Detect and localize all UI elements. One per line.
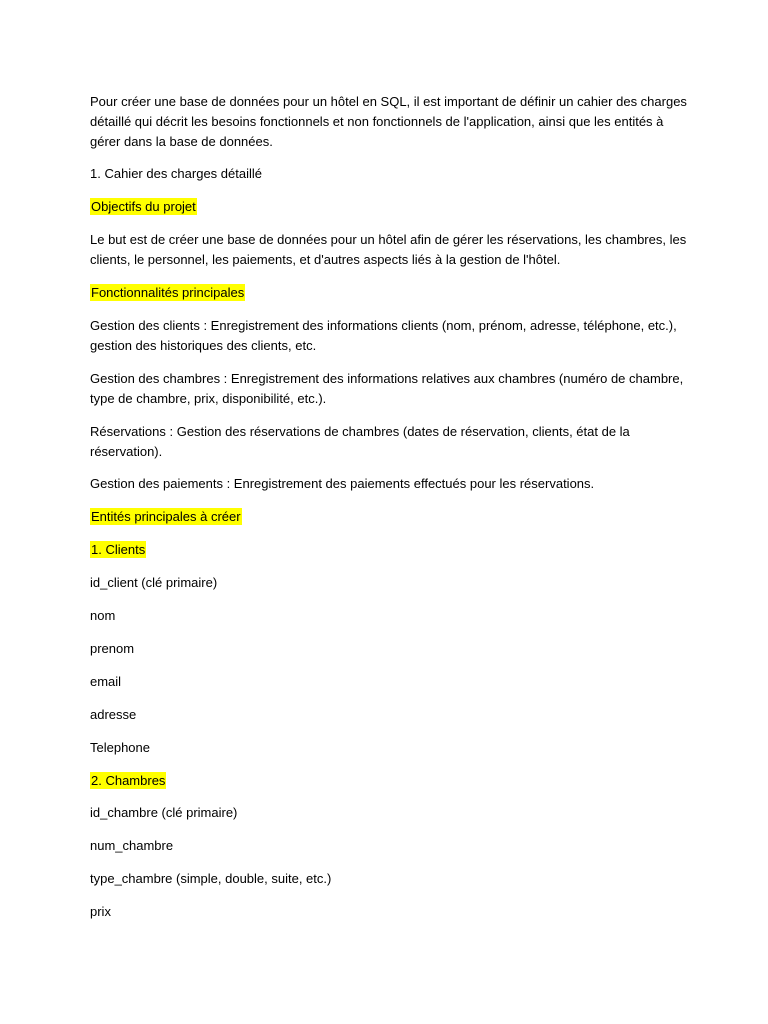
chambres-heading-text: 2. Chambres xyxy=(91,773,166,788)
field-id-chambre: id_chambre (clé primaire) xyxy=(90,805,238,820)
section-title: 1. Cahier des charges détaillé xyxy=(90,166,262,181)
field-prix: prix xyxy=(90,904,111,919)
entities-heading xyxy=(90,507,690,527)
entities-heading-text: Entités principales à créer xyxy=(91,509,241,524)
feature-chambres: Gestion des chambres : Enregistrement des informations relatives aux chambres (numéro de chambre, type de chambre, prix, disponibilité, etc.). xyxy=(90,371,684,406)
objectives-heading-text: Objectifs du projet xyxy=(91,199,196,214)
objectives-paragraph: Le but est de créer une base de données pour un hôtel afin de gérer les réservations, les chambres, les clients, le personnel, les paiements, et d'autres aspects liés à la gestion de l'hôtel. xyxy=(90,232,687,267)
field-num-chambre: num_chambre xyxy=(90,838,174,853)
feature-paiements: Gestion des paiements : Enregistrement des paiements effectués pour les réservations. xyxy=(90,476,595,491)
clients-heading-text: 1. Clients xyxy=(91,542,146,557)
field-telephone: Telephone xyxy=(90,740,150,755)
field-email: email xyxy=(90,674,122,689)
clients-heading xyxy=(90,540,690,560)
field-adresse: adresse xyxy=(90,707,137,722)
field-prenom: prenom xyxy=(90,641,135,656)
features-heading xyxy=(90,283,690,303)
field-id-client: id_client (clé primaire) xyxy=(90,575,218,590)
intro-paragraph: Pour créer une base de données pour un hôtel en SQL, il est important de définir un cahier des charges détaillé qui décrit les besoins fonctionnels et non fonctionnels de l'application, ainsi que les entités à gérer dans la base de données. xyxy=(90,94,687,149)
features-heading-text: Fonctionnalités principales xyxy=(91,285,245,300)
feature-reservations: Réservations : Gestion des réservations de chambres (dates de réservation, clients, état de la réservation). xyxy=(90,424,630,459)
objectives-heading xyxy=(90,197,690,217)
field-nom: nom xyxy=(90,608,116,623)
chambres-heading xyxy=(90,771,690,791)
field-type-chambre: type_chambre (simple, double, suite, etc.) xyxy=(90,871,332,886)
feature-clients: Gestion des clients : Enregistrement des informations clients (nom, prénom, adresse, téléphone, etc.), gestion des historiques des clients, etc. xyxy=(90,318,677,353)
